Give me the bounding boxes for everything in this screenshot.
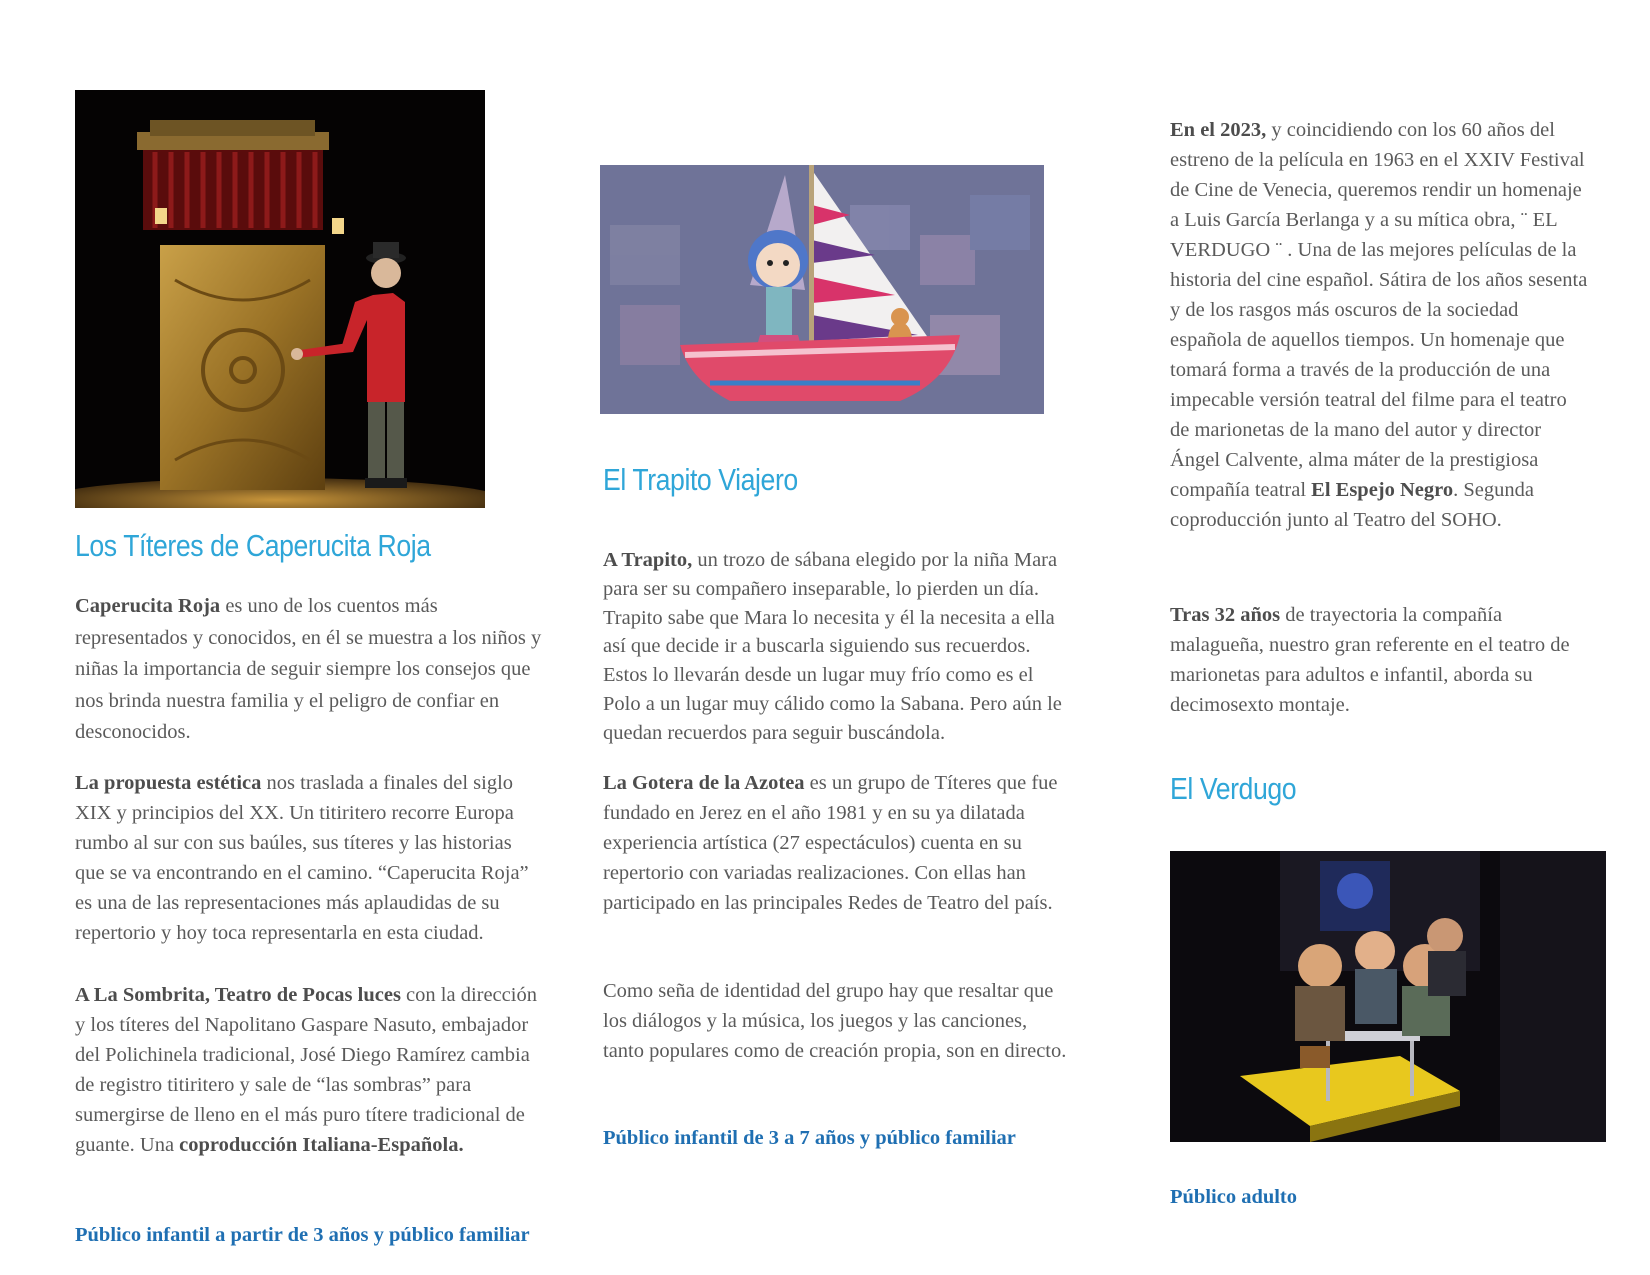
trapito-audience: Público infantil de 3 a 7 años y público familiar: [603, 1127, 1016, 1149]
verdugo-p1-text: y coincidiendo con los 60 años del estreno de la película en 1963 en el XXIV Festival de Cine de Venecia, queremos rendir un homenaje a Luis García Berlanga y a su mítica obra, ¨ EL VERDUGO ¨ . Una de las mejores películas de la historia del cine español. Sátira de los años sesenta y de los rasgos más oscuros de la sociedad española de aquellos tiempos. Un homenaje que tomará forma a través de la producción de una impecable versión teatral del filme para el teatro de marionetas de la mano del autor y director Ángel Calvente, alma máter de la prestigiosa compañía teatral: [1170, 119, 1588, 501]
caperucita-p3-text: con la dirección y los títeres del Napolitano Gaspare Nasuto, embajador del Polichinela tradicional, José Diego Ramírez cambia de registro titiritero y sale de “las sombras” para sumergirse de lleno en el más puro títere tradicional de guante. Una: [75, 984, 537, 1156]
verdugo-p1-text-end: . Segunda coproducción junto al Teatro del SOHO.: [1170, 479, 1534, 531]
verdugo-illustration: [1170, 851, 1606, 1142]
verdugo-p2-text: de trayectoria la compañía malagueña, nuestro gran referente en el teatro de marionetas para adultos e infantil, aborda su decimosexto montaje.: [1170, 604, 1570, 716]
verdugo-paragraph-1: [1170, 115, 1590, 535]
verdugo-title: El Verdugo: [1170, 771, 1297, 806]
caperucita-title-bold: Caperucita Roja: [75, 595, 221, 617]
trapito-paragraph-3: [603, 976, 1073, 1066]
caperucita-paragraph-3: [75, 980, 545, 1160]
gotera-azotea-bold: La Gotera de la Azotea: [603, 772, 805, 794]
caperucita-paragraph-2: [75, 768, 545, 948]
tras-32-anos-bold: Tras 32 años: [1170, 604, 1281, 626]
verdugo-audience: Público adulto: [1170, 1186, 1298, 1208]
verdugo-photo: [1170, 851, 1606, 1142]
caperucita-illustration: [75, 90, 485, 508]
caperucita-photo: [75, 90, 485, 508]
caperucita-title: Los Títeres de Caperucita Roja: [75, 528, 431, 563]
trapito-p3-text: Como seña de identidad del grupo hay que resaltar que los diálogos y la música, los juegos y las canciones, tanto populares como de creación propia, son en directo.: [603, 980, 1067, 1062]
coproduccion-bold: coproducción Italiana-Española.: [179, 1134, 464, 1156]
la-sombrita-bold: A La Sombrita, Teatro de Pocas luces: [75, 984, 401, 1006]
trapito-paragraph-2: [603, 768, 1073, 918]
el-espejo-negro-bold: El Espejo Negro: [1311, 479, 1454, 501]
trapito-paragraph-1: [603, 546, 1073, 748]
trapito-p1-text: un trozo de sábana elegido por la niña Mara para ser su compañero inseparable, lo pierden un día. Trapito sabe que Mara lo necesita y él la necesita a ella así que decide ir a buscarla siguiendo sus recuerdos. Estos lo llevarán desde un lugar muy frío como es el Polo a un lugar muy cálido como la Sabana. Pero aún le quedan recuerdos para seguir buscándola.: [603, 549, 1062, 744]
caperucita-p2-text: nos traslada a finales del siglo XIX y principios del XX. Un titiritero recorre Europa rumbo al sur con sus baúles, sus títeres y las historias que se va encontrando en el camino. “Caperucita Roja” es una de las representaciones más aplaudidas de su repertorio y hoy toca representarla en esta ciudad.: [75, 772, 529, 944]
en-el-2023-bold: En el 2023,: [1170, 119, 1267, 141]
a-trapito-bold: A Trapito,: [603, 549, 693, 571]
caperucita-p1-text: es uno de los cuentos más representados y conocidos, en él se muestra a los niños y niñas la importancia de seguir siempre los consejos que nos brinda nuestra familia y el peligro de confiar en desconocidos.: [75, 595, 542, 743]
caperucita-paragraph-1: [75, 591, 545, 749]
trapito-photo: [600, 165, 1044, 414]
propuesta-estetica-bold: La propuesta estética: [75, 772, 262, 794]
caperucita-audience: Público infantil a partir de 3 años y público familiar: [75, 1224, 530, 1246]
trapito-p2-text: es un grupo de Títeres que fue fundado en Jerez en el año 1981 y en su ya dilatada experiencia artística (27 espectáculos) cuenta en su repertorio con variadas realizaciones. Con ellas han participado en las principales Redes de Teatro del país.: [603, 772, 1058, 914]
verdugo-paragraph-2: [1170, 600, 1590, 720]
trapito-title: El Trapito Viajero: [603, 462, 798, 497]
trapito-illustration: [600, 165, 1044, 414]
